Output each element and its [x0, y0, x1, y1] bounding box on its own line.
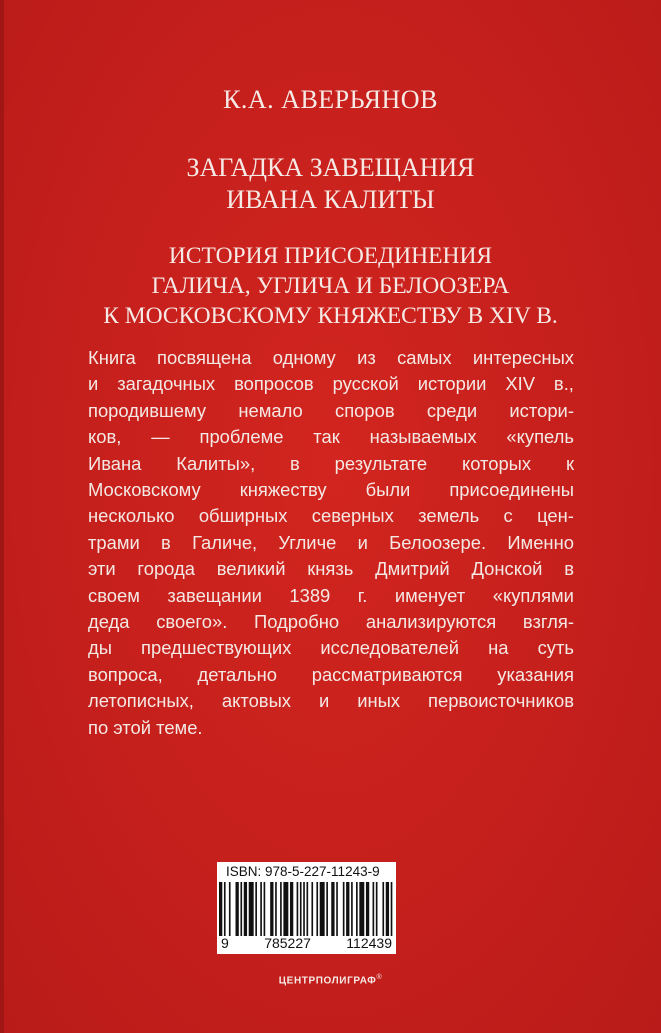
annotation-word: деда [88, 611, 130, 633]
annotation-line [88, 662, 574, 688]
annotation-word: своего». [156, 611, 228, 633]
barcode-bar [391, 882, 393, 936]
annotation-line [88, 371, 574, 397]
annotation-word: Белоозере. [389, 531, 487, 553]
barcode-bar [307, 882, 309, 936]
annotation-line [88, 583, 574, 609]
annotation-word: с [503, 505, 513, 527]
book-annotation [88, 345, 574, 741]
barcode-bar [351, 882, 353, 936]
annotation-line [88, 556, 574, 582]
annotation-word: актовых [221, 690, 291, 712]
barcode-bar [224, 882, 226, 936]
annotation-word: среди [426, 399, 478, 421]
annotation-word: и [88, 373, 99, 395]
annotation-word: споров [335, 399, 395, 421]
barcode-bar [316, 882, 318, 936]
barcode-bar [326, 882, 328, 936]
annotation-word: 1389 [289, 584, 331, 606]
barcode-bar [244, 882, 247, 936]
annotation-word: из [357, 347, 376, 368]
annotation-word: Книга [88, 347, 136, 368]
annotation-word: Московскому [88, 479, 201, 501]
annotation-word: предшествующих [141, 637, 292, 659]
annotation-word: так [313, 426, 340, 448]
barcode-bar [320, 882, 325, 936]
barcode-bar [229, 882, 231, 936]
annotation-word: рассматриваются [311, 663, 463, 685]
barcode-bar [303, 882, 305, 936]
annotation-word: первоисточников [428, 690, 574, 712]
barcode-bar [264, 882, 266, 936]
barcode-bar [343, 882, 345, 936]
author-name: К.А. АВЕРЬЯНОВ [223, 85, 438, 114]
barcode-bar [331, 882, 334, 936]
barcode-bar [240, 882, 242, 936]
annotation-line [88, 635, 574, 661]
annotation-word: Подробно [254, 611, 340, 633]
barcode-bar [376, 882, 378, 936]
barcode-bar [311, 882, 313, 936]
barcode-digit-group: 785227 [264, 935, 311, 951]
annotation-line [88, 609, 574, 635]
annotation-word: иных [357, 690, 401, 712]
annotation-word: в [161, 531, 171, 553]
barcode-bar [236, 882, 239, 936]
barcode-bar [249, 882, 254, 936]
annotation-word: называемых [369, 426, 477, 448]
annotation-word: Именно [507, 531, 574, 553]
annotation-word: города [137, 558, 195, 580]
annotation-word: именует [394, 584, 466, 606]
barcode-bar [255, 882, 257, 936]
barcode-bar [300, 882, 302, 936]
annotation-word: великий [216, 558, 286, 580]
isbn-number: ISBN: 978-5-227-11243-9 [226, 864, 380, 879]
annotation-word: завещании [167, 584, 262, 606]
barcode-bars [219, 882, 394, 936]
annotation-word: Галиче, [192, 531, 258, 553]
barcode-digit-group: 9 [221, 935, 229, 951]
barcode-bar [219, 882, 222, 936]
barcode-bar [382, 882, 384, 936]
annotation-word: XIV [505, 373, 535, 395]
barcode-bar [356, 882, 358, 936]
annotation-word: в [290, 452, 300, 474]
subtitle-line: К МОСКОВСКОМУ КНЯЖЕСТВУ В XIV В. [103, 303, 558, 329]
barcode-bar [270, 882, 273, 936]
annotation-word: породившему [88, 399, 207, 421]
annotation-word: истори- [509, 399, 574, 421]
annotation-word: в., [553, 373, 574, 395]
annotation-word: были [365, 479, 411, 501]
barcode-bar [275, 882, 277, 936]
annotation-word: Калиты», [176, 452, 256, 474]
annotation-word: северных [311, 505, 394, 527]
barcode-bar [366, 882, 369, 936]
annotation-word: эти [88, 558, 116, 580]
barcode-bar [373, 882, 375, 936]
publisher-name: ЦЕНТРПОЛИГРАФ [278, 975, 377, 987]
annotation-line [88, 477, 574, 503]
annotation-word: вопроса, [88, 663, 163, 685]
annotation-word: взгля- [522, 611, 574, 633]
annotation-word: г. [357, 584, 368, 606]
annotation-word: княжеству [239, 479, 327, 501]
annotation-line [88, 530, 574, 556]
annotation-line [88, 503, 574, 529]
barcode-bar [283, 882, 288, 936]
annotation-word: ков, [88, 426, 122, 448]
barcode-bar [359, 882, 364, 936]
barcode-bar [290, 882, 293, 936]
annotation-word: и [357, 531, 368, 553]
annotation-word: которых [461, 452, 532, 474]
annotation-word: анализируются [365, 611, 497, 633]
annotation-word: обширных [198, 505, 288, 527]
annotation-word: проблеме [199, 426, 284, 448]
annotation-word: присоединены [449, 479, 574, 501]
title-line: ЗАГАДКА ЗАВЕЩАНИЯ [186, 153, 475, 182]
barcode-bar [336, 882, 338, 936]
annotation-word: вопросов [234, 373, 314, 395]
annotation-word: цен- [537, 505, 574, 527]
annotation-word: земель [418, 505, 480, 527]
annotation-word: результате [334, 452, 428, 474]
annotation-word: в [564, 558, 574, 580]
barcode-digits [219, 935, 394, 951]
annotation-word: несколько [88, 505, 175, 527]
barcode-bar [297, 882, 299, 936]
annotation-word: немало [238, 399, 303, 421]
annotation-word: самых [397, 347, 452, 368]
annotation-line [88, 345, 574, 371]
annotation-word: детально [197, 663, 277, 685]
annotation-word: к [565, 452, 574, 474]
annotation-word: истории [417, 373, 487, 395]
annotation-word: посвящена [157, 347, 252, 368]
book-subtitle [0, 241, 661, 331]
annotation-line [88, 451, 574, 477]
annotation-word: суть [537, 637, 574, 659]
annotation-word: Донской [471, 558, 543, 580]
annotation-word: и [318, 690, 330, 712]
annotation-word: трами [88, 531, 140, 553]
registered-mark: ® [376, 974, 383, 981]
annotation-word: Ивана [88, 452, 142, 474]
annotation-line: по этой теме. [88, 716, 203, 738]
annotation-word: интересных [472, 347, 574, 368]
annotation-word: одному [272, 347, 336, 368]
isbn-barcode [217, 862, 396, 954]
subtitle-line: ИСТОРИЯ ПРИСОЕДИНЕНИЯ [168, 243, 493, 269]
annotation-word: — [151, 426, 170, 448]
annotation-word: летописных, [88, 690, 194, 712]
annotation-word: князь [307, 558, 354, 580]
book-title [0, 152, 661, 216]
annotation-word: «купель [506, 426, 574, 448]
barcode-bar [280, 882, 282, 936]
annotation-word: ды [88, 637, 112, 659]
annotation-word: исследователей [320, 637, 460, 659]
title-line: ИВАНА КАЛИТЫ [226, 185, 435, 214]
annotation-word: своем [88, 584, 140, 606]
annotation-word: загадочных [117, 373, 216, 395]
annotation-word: на [488, 637, 509, 659]
annotation-word: русской [332, 373, 399, 395]
barcode-digit-group: 112439 [346, 935, 392, 951]
annotation-line [88, 398, 574, 424]
publisher-logo [0, 974, 661, 986]
annotation-line [88, 688, 574, 714]
annotation-word: Дмитрий [375, 558, 450, 580]
subtitle-line: ГАЛИЧА, УГЛИЧА И БЕЛООЗЕРА [151, 273, 510, 299]
barcode-bar [346, 882, 349, 936]
annotation-word: «куплями [492, 584, 574, 606]
barcode-bar [260, 882, 262, 936]
annotation-line [88, 424, 574, 450]
barcode-bar [386, 882, 389, 936]
annotation-word: указания [497, 663, 574, 685]
annotation-word: Угличе [278, 531, 337, 553]
